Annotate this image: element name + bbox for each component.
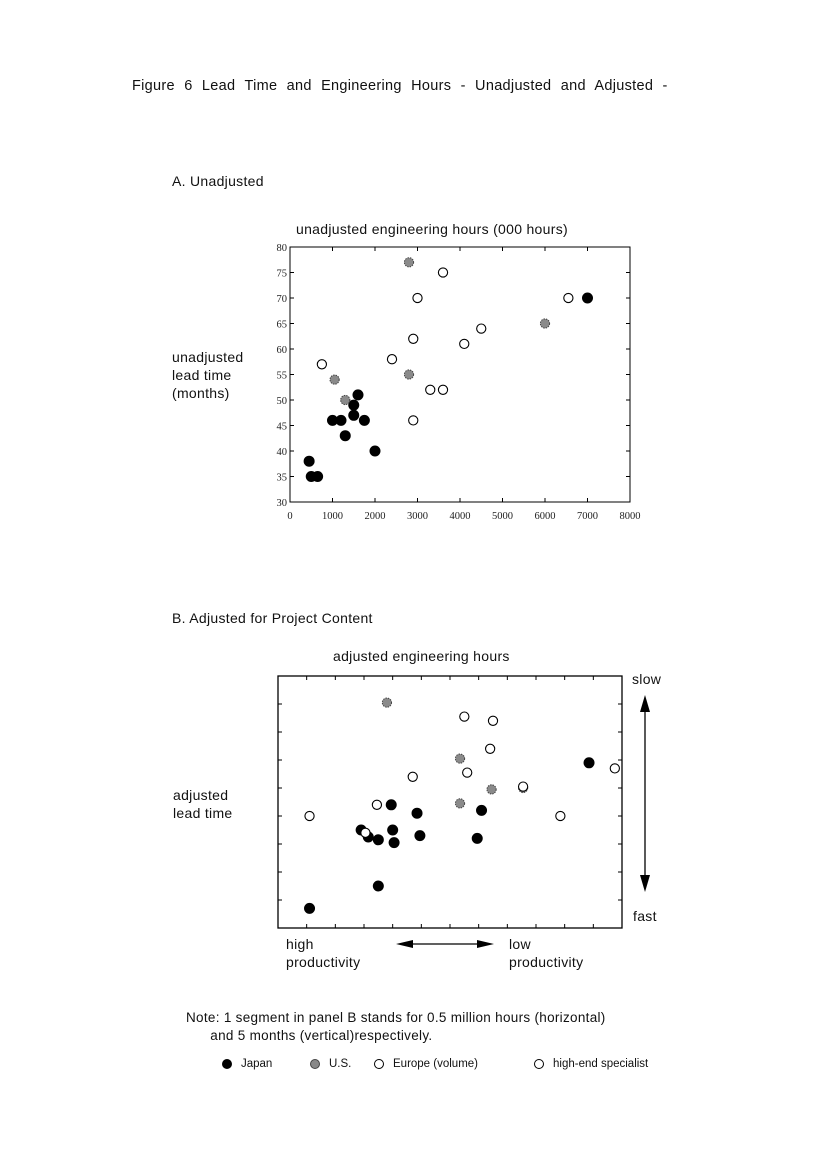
panel-b-point-europe bbox=[463, 768, 472, 777]
panel-a-y-tick-label: 35 bbox=[276, 472, 287, 484]
panel-a-plot-frame bbox=[290, 247, 630, 502]
panel-a-point-us bbox=[330, 375, 339, 384]
panel-b-point-us bbox=[382, 698, 391, 707]
panel-a-point-europe bbox=[438, 385, 447, 394]
panel-b-point-europe bbox=[486, 744, 495, 753]
panel-a-x-tick-label: 4000 bbox=[449, 511, 471, 522]
panel-a-y-tick-label: 75 bbox=[276, 268, 287, 280]
panel-a-x-tick-label: 1000 bbox=[322, 511, 343, 522]
panel-a-y-tick-label: 40 bbox=[276, 447, 287, 458]
panel-b-point-europe bbox=[488, 716, 497, 725]
fast-label: fast bbox=[633, 908, 657, 924]
panel-a-point-europe bbox=[460, 339, 469, 348]
panel-a-y-axis-title: unadjusted lead time (months) bbox=[172, 349, 244, 401]
panel-a-point-japan bbox=[313, 472, 323, 482]
panel-a-point-us bbox=[404, 370, 413, 379]
panel-a-point-us bbox=[540, 319, 549, 328]
panel-a-y-tick-label: 55 bbox=[276, 370, 287, 382]
panel-b-point-europe bbox=[361, 828, 370, 837]
legend bbox=[222, 1058, 742, 1078]
panel-b-point-japan bbox=[389, 838, 399, 848]
panel-b-point-us bbox=[487, 785, 496, 794]
panel-b-point-japan bbox=[477, 805, 487, 815]
panel-b-point-japan bbox=[472, 833, 482, 843]
panel-b-point-us bbox=[455, 754, 464, 763]
slow-label: slow bbox=[632, 671, 662, 687]
panel-a-x-tick-label: 2000 bbox=[364, 511, 386, 522]
panel-a-point-japan bbox=[349, 400, 359, 410]
panel-a-x-axis-title: unadjusted engineering hours (000 hours) bbox=[296, 221, 568, 237]
panel-a-point-japan bbox=[359, 415, 369, 425]
panel-a-point-japan bbox=[370, 446, 380, 456]
panel-b-point-europe bbox=[519, 782, 528, 791]
legend-label-europe: Europe (volume) bbox=[393, 1058, 479, 1070]
panel-a-point-europe bbox=[438, 268, 447, 277]
panel-a-point-japan bbox=[340, 431, 350, 441]
panel-b-point-japan bbox=[415, 831, 425, 841]
panel-a-y-tick-label: 45 bbox=[276, 421, 287, 433]
panel-a-point-us bbox=[404, 258, 413, 267]
panel-a-x-tick-label: 0 bbox=[287, 511, 293, 522]
panel-a-point-europe bbox=[387, 355, 396, 364]
panel-b-point-europe bbox=[305, 811, 314, 820]
fast-arrow-head bbox=[640, 875, 650, 892]
legend-marker-europe bbox=[374, 1059, 384, 1069]
panel-a-point-europe bbox=[409, 334, 418, 343]
legend-label-japan: Japan bbox=[241, 1058, 273, 1070]
panel-a-point-japan bbox=[349, 410, 359, 420]
panel-b-point-us bbox=[455, 799, 464, 808]
panel-a-point-japan bbox=[304, 456, 314, 466]
panel-b-x-axis-title: adjusted engineering hours bbox=[333, 648, 510, 664]
panel-a-point-japan bbox=[336, 415, 346, 425]
panel-a-point-europe bbox=[409, 416, 418, 425]
legend-marker-highend bbox=[534, 1059, 544, 1069]
legend-item-europe bbox=[374, 1058, 478, 1070]
slow-arrow-head bbox=[640, 695, 650, 712]
panel-b-heading: B. Adjusted for Project Content bbox=[172, 610, 373, 626]
panel-a-point-europe bbox=[413, 293, 422, 302]
legend-label-us: U.S. bbox=[329, 1058, 352, 1070]
panel-a-x-tick-label: 5000 bbox=[492, 511, 513, 522]
legend-label-highend: high-end specialist bbox=[553, 1058, 649, 1070]
panel-a-y-tick-label: 65 bbox=[276, 319, 287, 331]
high-productivity-label: high productivity bbox=[286, 936, 361, 970]
panel-a-point-us bbox=[341, 395, 350, 404]
panel-a-x-tick-label: 6000 bbox=[534, 511, 556, 522]
panel-a-y-tick-label: 80 bbox=[276, 243, 287, 254]
panel-a-point-europe bbox=[317, 360, 326, 369]
figure-title: Figure 6 Lead Time and Engineering Hours - Unadjusted and Adjusted - bbox=[132, 78, 668, 94]
panel-a-y-tick-label: 70 bbox=[276, 294, 287, 305]
panel-a-y-tick-label: 60 bbox=[276, 345, 287, 356]
panel-a-point-europe bbox=[564, 293, 573, 302]
legend-marker-us bbox=[310, 1059, 320, 1069]
panel-b-point-europe bbox=[372, 800, 381, 809]
panel-b-point-japan bbox=[388, 825, 398, 835]
panel-b-point-europe bbox=[556, 811, 565, 820]
high-productivity-arrow-head bbox=[396, 940, 413, 948]
panel-a-heading: A. Unadjusted bbox=[172, 173, 264, 189]
legend-item-us bbox=[310, 1058, 351, 1070]
panel-b-point-europe bbox=[460, 712, 469, 721]
panel-b-point-japan bbox=[584, 758, 594, 768]
panel-a-point-europe bbox=[477, 324, 486, 333]
panel-b-plot-frame bbox=[278, 676, 622, 928]
panel-b-point-japan bbox=[412, 808, 422, 818]
panel-b-point-japan bbox=[373, 881, 383, 891]
panel-a-y-tick-label: 30 bbox=[276, 498, 287, 509]
panel-b-point-japan bbox=[305, 903, 315, 913]
panel-a-point-europe bbox=[426, 385, 435, 394]
low-productivity-arrow-head bbox=[477, 940, 494, 948]
low-productivity-label: low productivity bbox=[509, 936, 584, 970]
panel-a-x-tick-label: 7000 bbox=[577, 511, 598, 522]
panel-b-point-europe bbox=[408, 772, 417, 781]
panel-a-point-japan bbox=[353, 390, 363, 400]
legend-marker-japan bbox=[222, 1059, 232, 1069]
panel-a-point-japan bbox=[583, 293, 593, 303]
panel-a-x-tick-label: 3000 bbox=[407, 511, 428, 522]
panel-b-point-japan bbox=[386, 800, 396, 810]
panel-b-note: Note: 1 segment in panel B stands for 0.5 million hours (horizontal) and 5 months (vertical)respectively. bbox=[186, 1010, 606, 1043]
panel-a-y-tick-label: 50 bbox=[276, 396, 287, 407]
panel-b-y-axis-title: adjusted lead time bbox=[173, 787, 233, 821]
legend-item-highend bbox=[534, 1058, 648, 1070]
panel-a-x-tick-label: 8000 bbox=[619, 511, 641, 522]
legend-item-japan bbox=[222, 1058, 272, 1070]
panel-b-point-europe bbox=[610, 764, 619, 773]
panel-b-point-japan bbox=[373, 835, 383, 845]
